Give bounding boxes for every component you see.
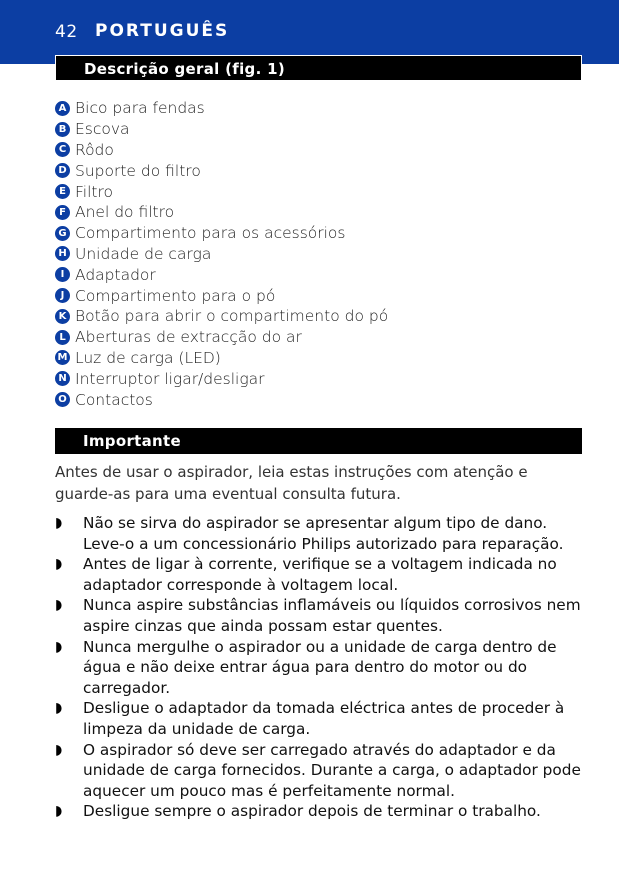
part-item [55, 264, 388, 285]
warning-text: O aspirador só deve ser carregado através do adaptador e da unidade de carga fornecidos. Durante a carga, o adaptador pode aquecer um pouco mas é perfeitamente normal. [83, 740, 581, 800]
part-label: Aberturas de extracção do ar [75, 328, 302, 347]
part-label: Interruptor ligar/desligar [75, 369, 265, 388]
part-label: Compartimento para o pó [75, 286, 276, 305]
bullet-icon: ◗ [55, 741, 63, 758]
part-letter-badge: E [55, 184, 70, 199]
part-label: Unidade de carga [75, 244, 212, 263]
part-label: Compartimento para os acessórios [75, 224, 346, 243]
warning-text: Desligue sempre o aspirador depois de terminar o trabalho. [83, 802, 541, 821]
part-item [55, 368, 388, 389]
part-item [55, 202, 388, 223]
part-label: Bico para fendas [75, 99, 205, 118]
part-letter-badge: A [55, 101, 70, 116]
part-item [55, 306, 388, 327]
warning-item [55, 740, 585, 802]
part-item [55, 244, 388, 265]
part-label: Luz de carga (LED) [75, 348, 221, 367]
part-label: Escova [75, 120, 130, 139]
part-letter-badge: B [55, 122, 70, 137]
part-label: Filtro [75, 182, 113, 201]
warning-text: Não se sirva do aspirador se apresentar algum tipo de dano. Leve-o a um concessionário Philips autorizado para reparação. [83, 514, 564, 553]
part-letter-badge: J [55, 288, 70, 303]
warning-text: Antes de ligar à corrente, verifique se a voltagem indicada no adaptador corresponde à voltagem local. [83, 555, 557, 594]
part-label: Rôdo [75, 140, 114, 159]
part-item [55, 348, 388, 369]
section-heading-description: Descrição geral (fig. 1) [55, 55, 582, 81]
part-item [55, 181, 388, 202]
part-item [55, 223, 388, 244]
part-letter-badge: N [55, 371, 70, 386]
part-item [55, 389, 388, 410]
part-letter-badge: G [55, 226, 70, 241]
part-item [55, 119, 388, 140]
part-letter-badge: K [55, 309, 70, 324]
part-letter-badge: M [55, 350, 70, 365]
part-label: Contactos [75, 390, 153, 409]
part-letter-badge: O [55, 392, 70, 407]
language-title: PORTUGUÊS [95, 21, 230, 41]
part-letter-badge: F [55, 205, 70, 220]
bullet-icon: ◗ [55, 638, 63, 655]
warning-text: Nunca aspire substâncias inflamáveis ou líquidos corrosivos nem aspire cinzas que ainda possam estar quentes. [83, 596, 581, 635]
warning-item [55, 698, 585, 739]
part-letter-badge: D [55, 163, 70, 178]
part-label: Adaptador [75, 265, 156, 284]
part-letter-badge: I [55, 267, 70, 282]
warning-item [55, 554, 585, 595]
part-letter-badge: L [55, 330, 70, 345]
bullet-icon: ◗ [55, 556, 63, 573]
part-item [55, 327, 388, 348]
part-label: Suporte do filtro [75, 161, 201, 180]
section-heading-important: Importante [55, 428, 582, 454]
warning-text: Nunca mergulhe o aspirador ou a unidade de carga dentro de água e não deixe entrar água para dentro do motor ou do carregador. [83, 637, 557, 697]
warnings-list [55, 513, 585, 822]
parts-list [55, 98, 388, 410]
bullet-icon: ◗ [55, 803, 63, 820]
part-label: Anel do filtro [75, 203, 175, 222]
bullet-icon: ◗ [55, 700, 63, 717]
bullet-icon: ◗ [55, 597, 63, 614]
part-item [55, 98, 388, 119]
part-letter-badge: C [55, 142, 70, 157]
important-intro: Antes de usar o aspirador, leia estas instruções com atenção e guarde-as para uma eventual consulta futura. [55, 463, 528, 503]
warning-item [55, 513, 585, 554]
page-number: 42 [55, 22, 78, 42]
warning-item [55, 637, 585, 699]
warning-item [55, 595, 585, 636]
part-label: Botão para abrir o compartimento do pó [75, 307, 389, 326]
part-item [55, 140, 388, 161]
bullet-icon: ◗ [55, 515, 63, 531]
warning-text: Desligue o adaptador da tomada eléctrica antes de proceder à limpeza da unidade de carga. [83, 699, 565, 738]
part-item [55, 160, 388, 181]
part-letter-badge: H [55, 246, 70, 261]
warning-item [55, 801, 585, 822]
part-item [55, 285, 388, 306]
